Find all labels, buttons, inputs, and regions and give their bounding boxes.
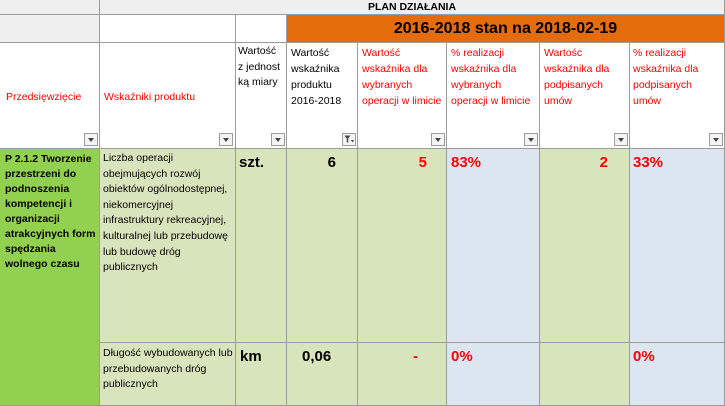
header-realizacja-umowy-label: % realizacji wskaźnika dla podpisanych umów bbox=[633, 47, 699, 107]
row-2-wartosc: 0,06 bbox=[302, 348, 332, 365]
row-2-realizacja-umowy: 0% bbox=[633, 348, 655, 365]
row-1-realizacja-limit: 83% bbox=[451, 154, 482, 171]
header-realizacja-limit-label: % realizacji wskaźnika dla wybranych operacji w limicie bbox=[451, 47, 531, 107]
filter-dropdown-przedsiewziecie[interactable] bbox=[84, 133, 98, 146]
row-2-wskaznik-text: Długość wybudowanych lub przebudowanych dróg publicznych bbox=[103, 347, 233, 391]
project-cell[interactable] bbox=[0, 149, 100, 406]
filter-active-icon[interactable] bbox=[342, 133, 356, 146]
cell-blank-a2[interactable] bbox=[0, 15, 100, 43]
table-row-2-jednostka[interactable] bbox=[236, 343, 287, 406]
plan-title[interactable]: PLAN DZIAŁANIA bbox=[100, 0, 725, 15]
table-row-2-realizacja-limit[interactable] bbox=[447, 343, 540, 406]
row-1-wartosc: 6 bbox=[327, 154, 336, 171]
filter-dropdown-realizacja-umowy[interactable] bbox=[709, 133, 723, 146]
filter-dropdown-wartosc-umowy[interactable] bbox=[614, 133, 628, 146]
header-wartosc-umowy-label: Wartośc wskaźnika dla podpisanych umów bbox=[544, 47, 610, 107]
row-1-wskaznik-text: Liczba operacji obejmujących rozwój obiektów ogólnodostępnej, niekomercyjnej infrastruktury rekreacyjnej, kulturalnej lub przebudowę lub budowę dróg publicznych bbox=[103, 152, 228, 274]
row-1-wartosc-umowy: 2 bbox=[599, 154, 608, 171]
period-title[interactable]: 2016-2018 stan na 2018-02-19 bbox=[287, 15, 725, 43]
row-2-wartosc-limit: - bbox=[413, 348, 418, 365]
filter-dropdown-jednostka[interactable] bbox=[271, 133, 285, 146]
table-row-2-wartosc[interactable] bbox=[287, 343, 358, 406]
header-przedsiewziecie-label: Przedsięwzięcie bbox=[6, 91, 82, 103]
row-1-realizacja-umowy: 33% bbox=[633, 154, 664, 171]
row-1-jednostka: szt. bbox=[239, 154, 265, 171]
header-jednostka-label: Wartość z jednost ką miary bbox=[238, 45, 281, 88]
table-row-2-realizacja-umowy[interactable] bbox=[630, 343, 725, 406]
cell-blank-b2[interactable] bbox=[100, 15, 236, 43]
table-row-2-wartosc-umowy[interactable] bbox=[540, 343, 630, 406]
header-wartosc-label: Wartość wskaźnika produktu 2016-2018 bbox=[291, 47, 342, 107]
header-wartosc-limit-label: Wartość wskaźnika dla wybranych operacji w limicie bbox=[362, 47, 442, 107]
header-wskazniki[interactable] bbox=[100, 43, 236, 149]
row-1-wartosc-limit: 5 bbox=[418, 154, 427, 171]
cell-blank-c2[interactable] bbox=[236, 15, 287, 43]
table-row-1-wartosc[interactable] bbox=[287, 149, 358, 343]
row-2-jednostka: km bbox=[240, 348, 262, 365]
table-row-2-wskaznik[interactable] bbox=[100, 343, 236, 406]
filter-dropdown-realizacja-limit[interactable] bbox=[524, 133, 538, 146]
table-row-1-wartosc-umowy[interactable] bbox=[540, 149, 630, 343]
table-row-2-wartosc-limit[interactable] bbox=[358, 343, 447, 406]
filter-dropdown-wartosc-limit[interactable] bbox=[431, 133, 445, 146]
table-row-1-wartosc-limit[interactable] bbox=[358, 149, 447, 343]
table-row-1-jednostka[interactable] bbox=[236, 149, 287, 343]
cell-blank-a1[interactable] bbox=[0, 0, 100, 15]
project-label: P 2.1.2 Tworzenie przestrzeni do podnoszenia kompetencji i organizacji atrakcyjnych form spędzania wolnego czasu bbox=[5, 153, 96, 270]
table-row-1-realizacja-limit[interactable] bbox=[447, 149, 540, 343]
table-row-1-realizacja-umowy[interactable] bbox=[630, 149, 725, 343]
filter-dropdown-wskazniki[interactable] bbox=[219, 133, 233, 146]
row-2-realizacja-limit: 0% bbox=[451, 348, 473, 365]
header-wskazniki-label: Wskaźniki produktu bbox=[104, 91, 196, 103]
table-row-1-wskaznik[interactable] bbox=[100, 149, 236, 343]
